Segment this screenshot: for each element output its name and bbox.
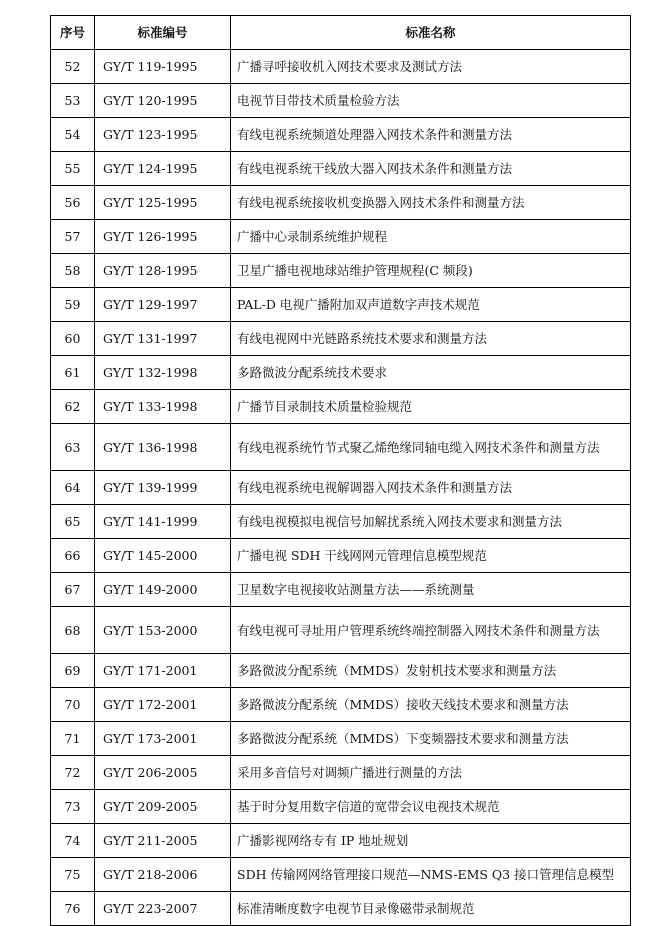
standard-code: GY/T 139-1999	[95, 471, 231, 505]
standard-name: 多路微波分配系统（MMDS）下变频器技术要求和测量方法	[231, 722, 631, 756]
standard-name: 卫星广播电视地球站维护管理规程(C 频段)	[231, 254, 631, 288]
standard-code: GY/T 124-1995	[95, 152, 231, 186]
row-number: 62	[51, 390, 95, 424]
standard-code: GY/T 145-2000	[95, 539, 231, 573]
standard-name: 有线电视网中光链路系统技术要求和测量方法	[231, 322, 631, 356]
table-row	[51, 118, 631, 152]
standard-name: 广播电视 SDH 干线网网元管理信息模型规范	[231, 539, 631, 573]
standard-code: GY/T 141-1999	[95, 505, 231, 539]
row-number: 65	[51, 505, 95, 539]
standard-code: GY/T 153-2000	[95, 607, 231, 654]
row-number: 76	[51, 892, 95, 926]
standard-code: GY/T 136-1998	[95, 424, 231, 471]
table-row	[51, 356, 631, 390]
row-number: 52	[51, 50, 95, 84]
table-row	[51, 471, 631, 505]
table-row	[51, 505, 631, 539]
table-row	[51, 607, 631, 654]
standard-code: GY/T 131-1997	[95, 322, 231, 356]
row-number: 74	[51, 824, 95, 858]
row-number: 73	[51, 790, 95, 824]
table-row	[51, 288, 631, 322]
standard-code: GY/T 211-2005	[95, 824, 231, 858]
standard-code: GY/T 126-1995	[95, 220, 231, 254]
standard-code: GY/T 133-1998	[95, 390, 231, 424]
standard-name: 有线电视系统干线放大器入网技术条件和测量方法	[231, 152, 631, 186]
table-row	[51, 186, 631, 220]
table-row	[51, 858, 631, 892]
header-name: 标准名称	[231, 16, 631, 50]
standard-code: GY/T 218-2006	[95, 858, 231, 892]
table-row	[51, 573, 631, 607]
standard-name: 电视节目带技术质量检验方法	[231, 84, 631, 118]
table-row	[51, 892, 631, 926]
table-row	[51, 84, 631, 118]
table-row	[51, 152, 631, 186]
row-number: 56	[51, 186, 95, 220]
row-number: 70	[51, 688, 95, 722]
standard-code: GY/T 123-1995	[95, 118, 231, 152]
row-number: 53	[51, 84, 95, 118]
standard-name: 有线电视系统电视解调器入网技术条件和测量方法	[231, 471, 631, 505]
row-number: 64	[51, 471, 95, 505]
row-number: 57	[51, 220, 95, 254]
table-row	[51, 790, 631, 824]
standard-code: GY/T 128-1995	[95, 254, 231, 288]
standard-name: 广播寻呼接收机入网技术要求及测试方法	[231, 50, 631, 84]
standard-code: GY/T 206-2005	[95, 756, 231, 790]
row-number: 75	[51, 858, 95, 892]
standard-name: 有线电视系统接收机变换器入网技术条件和测量方法	[231, 186, 631, 220]
table-row	[51, 254, 631, 288]
standard-name: 基于时分复用数字信道的宽带会议电视技术规范	[231, 790, 631, 824]
row-number: 68	[51, 607, 95, 654]
table-row	[51, 722, 631, 756]
row-number: 58	[51, 254, 95, 288]
table-row	[51, 50, 631, 84]
row-number: 69	[51, 654, 95, 688]
standard-name: 广播影视网络专有 IP 地址规划	[231, 824, 631, 858]
table-row	[51, 756, 631, 790]
standard-code: GY/T 119-1995	[95, 50, 231, 84]
standard-name: PAL-D 电视广播附加双声道数字声技术规范	[231, 288, 631, 322]
standards-table	[50, 15, 631, 926]
row-number: 60	[51, 322, 95, 356]
table-row	[51, 424, 631, 471]
standard-code: GY/T 173-2001	[95, 722, 231, 756]
row-number: 59	[51, 288, 95, 322]
standard-name: 多路微波分配系统技术要求	[231, 356, 631, 390]
standard-name: 采用多音信号对调频广播进行测量的方法	[231, 756, 631, 790]
table-row	[51, 654, 631, 688]
row-number: 71	[51, 722, 95, 756]
standard-name: 有线电视模拟电视信号加解扰系统入网技术要求和测量方法	[231, 505, 631, 539]
standard-code: GY/T 149-2000	[95, 573, 231, 607]
row-number: 54	[51, 118, 95, 152]
standard-code: GY/T 129-1997	[95, 288, 231, 322]
standard-name: 有线电视系统频道处理器入网技术条件和测量方法	[231, 118, 631, 152]
table-row	[51, 390, 631, 424]
table-row	[51, 824, 631, 858]
standard-name: 标准清晰度数字电视节目录像磁带录制规范	[231, 892, 631, 926]
standard-code: GY/T 223-2007	[95, 892, 231, 926]
standard-name: 卫星数字电视接收站测量方法——系统测量	[231, 573, 631, 607]
table-row	[51, 688, 631, 722]
table-row	[51, 322, 631, 356]
standard-name: SDH 传输网网络管理接口规范—NMS-EMS Q3 接口管理信息模型	[231, 858, 631, 892]
row-number: 67	[51, 573, 95, 607]
standard-name: 多路微波分配系统（MMDS）接收天线技术要求和测量方法	[231, 688, 631, 722]
standard-code: GY/T 120-1995	[95, 84, 231, 118]
table-row	[51, 220, 631, 254]
standard-name: 广播节目录制技术质量检验规范	[231, 390, 631, 424]
table-header-row	[51, 16, 631, 50]
header-code: 标准编号	[95, 16, 231, 50]
standard-name: 多路微波分配系统（MMDS）发射机技术要求和测量方法	[231, 654, 631, 688]
standard-code: GY/T 172-2001	[95, 688, 231, 722]
standard-code: GY/T 132-1998	[95, 356, 231, 390]
row-number: 61	[51, 356, 95, 390]
standard-code: GY/T 125-1995	[95, 186, 231, 220]
standard-code: GY/T 171-2001	[95, 654, 231, 688]
standard-code: GY/T 209-2005	[95, 790, 231, 824]
row-number: 66	[51, 539, 95, 573]
standard-name: 有线电视系统竹节式聚乙烯绝缘同轴电缆入网技术条件和测量方法	[231, 424, 631, 471]
header-num: 序号	[51, 16, 95, 50]
row-number: 55	[51, 152, 95, 186]
standard-name: 广播中心录制系统维护规程	[231, 220, 631, 254]
row-number: 72	[51, 756, 95, 790]
standard-name: 有线电视可寻址用户管理系统终端控制器入网技术条件和测量方法	[231, 607, 631, 654]
table-body	[51, 50, 631, 926]
row-number: 63	[51, 424, 95, 471]
table-row	[51, 539, 631, 573]
